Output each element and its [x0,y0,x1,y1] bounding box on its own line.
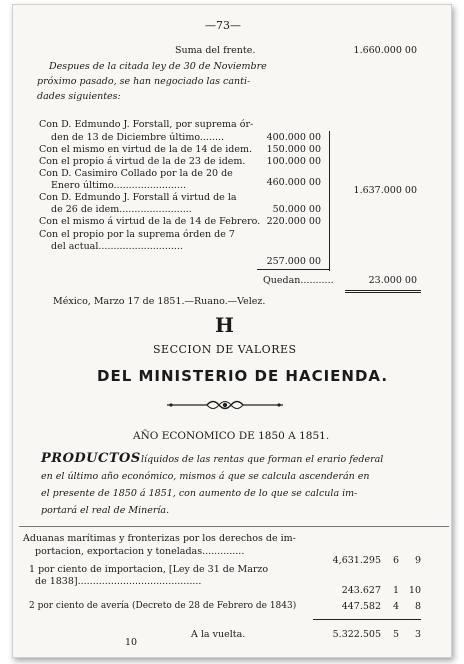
intro-line: Despues de la citada ley de 30 de Noviembre [49,61,267,72]
ministry-title: DEL MINISTERIO DE HACIENDA. [97,367,389,385]
description-line: líquidos de las rentas que forman el erario federal [141,454,384,465]
entry-text: Con D. Casimiro Collado por la de 20 de [39,168,233,179]
entry-text: den de 13 de Diciembre último........ [51,132,225,143]
sum-rule [313,619,421,620]
carry-over-amount: 5.322.505 [332,629,381,640]
document-page [12,4,452,658]
section-letter: H [215,313,234,337]
intro-line: próximo pasado, se han negociado las canti- [37,76,251,87]
product-granos: 10 [408,585,421,596]
description-line: el presente de 1850 á 1851, con aumento de lo que se calcula im- [41,488,358,499]
ornament-divider-icon [165,398,285,412]
carried-forward-label: Suma del frente. [175,45,256,56]
entry-text: Con el mismo á virtud de la de 14 de Febrero. [39,216,261,227]
table-top-rule [19,526,449,527]
entry-amount: 50.000 00 [272,204,321,215]
entry-amount: 220.000 00 [266,216,321,227]
product-amount: 243.627 [341,585,381,596]
negotiated-total: 1.637.000 00 [353,185,417,196]
remaining-label: Quedan........... [263,275,334,286]
entry-amount: 257.000 00 [266,256,321,267]
entry-text: Con D. Edmundo J. Forstall á virtud de la [39,192,237,203]
carried-forward-amount: 1.660.000 00 [353,45,417,56]
product-reales: 4 [392,601,399,612]
entry-text: Con el mismo en virtud de la de 14 de idem. [39,144,252,155]
entry-amount: 460.000 00 [266,177,321,188]
total-double-rule [345,290,421,293]
entry-text: del actual............................ [51,241,183,252]
section-title: SECCION DE VALORES [153,343,297,356]
entry-text: Con el propio por la suprema órden de 7 [39,229,235,240]
product-text: 1 por ciento de importacion, [Ley de 31 de Marzo [29,564,269,575]
intro-line: dades siguientes: [37,91,121,102]
column-rule [329,131,330,271]
signature-mark: 10 [125,637,138,648]
product-text: portacion, exportacion y toneladas.............. [35,546,245,557]
signature-line: México, Marzo 17 de 1851.—Ruano.—Velez. [53,296,266,307]
entry-amount: 400.000 00 [266,132,321,143]
product-text: de 1838]......................................... [35,576,202,587]
description-lead: PRODUCTOS [41,451,141,466]
product-reales: 6 [392,555,399,566]
subtotal-rule [257,269,329,270]
product-amount: 4,631.295 [332,555,381,566]
product-amount: 447.582 [341,601,381,612]
fiscal-year-title: AÑO ECONOMICO DE 1850 A 1851. [133,430,330,442]
remaining-amount: 23.000 00 [368,275,417,286]
entry-amount: 100.000 00 [266,156,321,167]
entry-text: Enero último........................ [51,180,187,191]
carry-over-granos: 3 [414,629,421,640]
product-granos: 8 [414,601,421,612]
product-granos: 9 [414,555,421,566]
product-text: 2 por ciento de avería (Decreto de 28 de Febrero de 1843) [29,601,297,611]
description-line: en el último año económico, mismos á que se calcula ascenderán en [41,471,370,482]
carry-over-label: A la vuelta. [191,629,246,640]
product-text: Aduanas marítimas y fronterizas por los derechos de im- [23,533,296,544]
page-number: —73— [205,19,241,32]
entry-text: Con el propio á virtud de la de 23 de idem. [39,156,246,167]
description-line: portará el real de Minería. [41,505,170,516]
entry-text: de 26 de idem........................ [51,204,192,215]
entry-amount: 150.000 00 [266,144,321,155]
entry-text: Con D. Edmundo J. Forstall, por suprema ór- [39,119,254,130]
carry-over-reales: 5 [392,629,399,640]
product-reales: 1 [392,585,399,596]
